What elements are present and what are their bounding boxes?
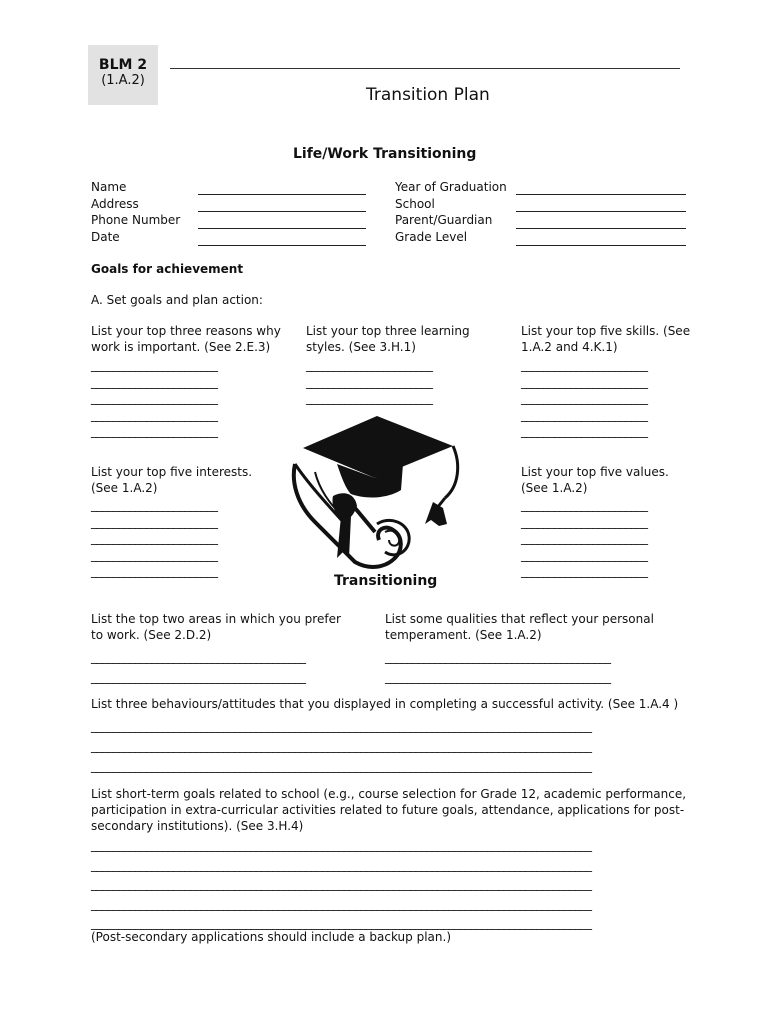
field-label-guardian: Parent/Guardian bbox=[395, 213, 493, 227]
year-field-line[interactable] bbox=[516, 194, 686, 195]
answer-lines-short-term-goals[interactable]: ___________________________________________________________________________________________ ___________________________________________________________________________________________ ___________________________________________________________________________________________ ___________________________________________________________________________________________ ___________________________________________________________________________________________ bbox=[91, 838, 592, 930]
field-label-name: Name bbox=[91, 180, 127, 194]
field-label-year: Year of Graduation bbox=[395, 180, 507, 194]
question-work-areas: List the top two areas in which you prefer to work. (See 2.D.2) bbox=[91, 612, 341, 642]
answer-lines-qualities[interactable]: _________________________________________ _________________________________________ bbox=[385, 650, 611, 684]
answer-lines-values[interactable]: _______________________ _______________________ _______________________ _______________________ _______________________ bbox=[521, 498, 648, 578]
page-subtitle: Life/Work Transitioning bbox=[293, 146, 477, 162]
question-qualities: List some qualities that reflect your personal temperament. (See 1.A.2) bbox=[385, 612, 654, 642]
page-title: Transition Plan bbox=[366, 85, 490, 105]
badge-ref: (1.A.2) bbox=[101, 73, 145, 88]
blm-badge bbox=[88, 45, 158, 105]
answer-lines-work-areas[interactable]: _______________________________________ _______________________________________ bbox=[91, 650, 306, 684]
field-label-school: School bbox=[395, 197, 435, 211]
field-label-date: Date bbox=[91, 230, 120, 244]
date-field-line[interactable] bbox=[198, 245, 366, 246]
question-reasons: List your top three reasons why work is important. (See 2.E.3) bbox=[91, 324, 281, 354]
header-rule bbox=[170, 68, 680, 69]
guardian-field-line[interactable] bbox=[516, 228, 686, 229]
question-skills: List your top five skills. (See 1.A.2 and 4.K.1) bbox=[521, 324, 691, 354]
badge-code: BLM 2 bbox=[98, 57, 148, 73]
school-field-line[interactable] bbox=[516, 211, 686, 212]
name-field-line[interactable] bbox=[198, 194, 366, 195]
goals-heading: Goals for achievement bbox=[91, 262, 244, 276]
field-label-address: Address bbox=[91, 197, 139, 211]
answer-lines-interests[interactable]: _______________________ _______________________ _______________________ _______________________ _______________________ bbox=[91, 498, 218, 578]
question-short-term-goals: List short-term goals related to school (e.g., course selection for Grade 12, academic performance, participation in extra-curricular activities related to future goals, attendance, applications for post-secondary institutions). (See 3.H.4) bbox=[91, 787, 687, 833]
field-label-phone: Phone Number bbox=[91, 213, 181, 227]
field-label-grade: Grade Level bbox=[395, 230, 468, 244]
question-learning-styles: List your top three learning styles. (See 3.H.1) bbox=[306, 324, 470, 354]
graduation-cap-icon bbox=[285, 412, 470, 572]
grade-field-line[interactable] bbox=[516, 245, 686, 246]
answer-lines-skills[interactable]: _______________________ _______________________ _______________________ _______________________ _______________________ bbox=[521, 358, 648, 438]
footnote: (Post-secondary applications should include a backup plan.) bbox=[91, 930, 451, 944]
answer-lines-reasons[interactable]: _______________________ _______________________ _______________________ _______________________ _______________________ bbox=[91, 358, 218, 438]
answer-lines-behaviours[interactable]: ___________________________________________________________________________________________ ___________________________________________________________________________________________ ___________________________________________________________________________________________ bbox=[91, 719, 592, 773]
question-behaviours: List three behaviours/attitudes that you displayed in completing a successful activity. (See 1.A.4 ) bbox=[91, 697, 679, 711]
transitioning-title: Transitioning bbox=[334, 573, 438, 589]
address-field-line[interactable] bbox=[198, 211, 366, 212]
question-values: List your top five values. (See 1.A.2) bbox=[521, 465, 669, 495]
phone-field-line[interactable] bbox=[198, 228, 366, 229]
question-interests: List your top five interests. (See 1.A.2) bbox=[91, 465, 253, 495]
answer-lines-learning-styles[interactable]: _______________________ _______________________ _______________________ bbox=[306, 358, 433, 405]
section-a-label: A. Set goals and plan action: bbox=[91, 293, 263, 307]
